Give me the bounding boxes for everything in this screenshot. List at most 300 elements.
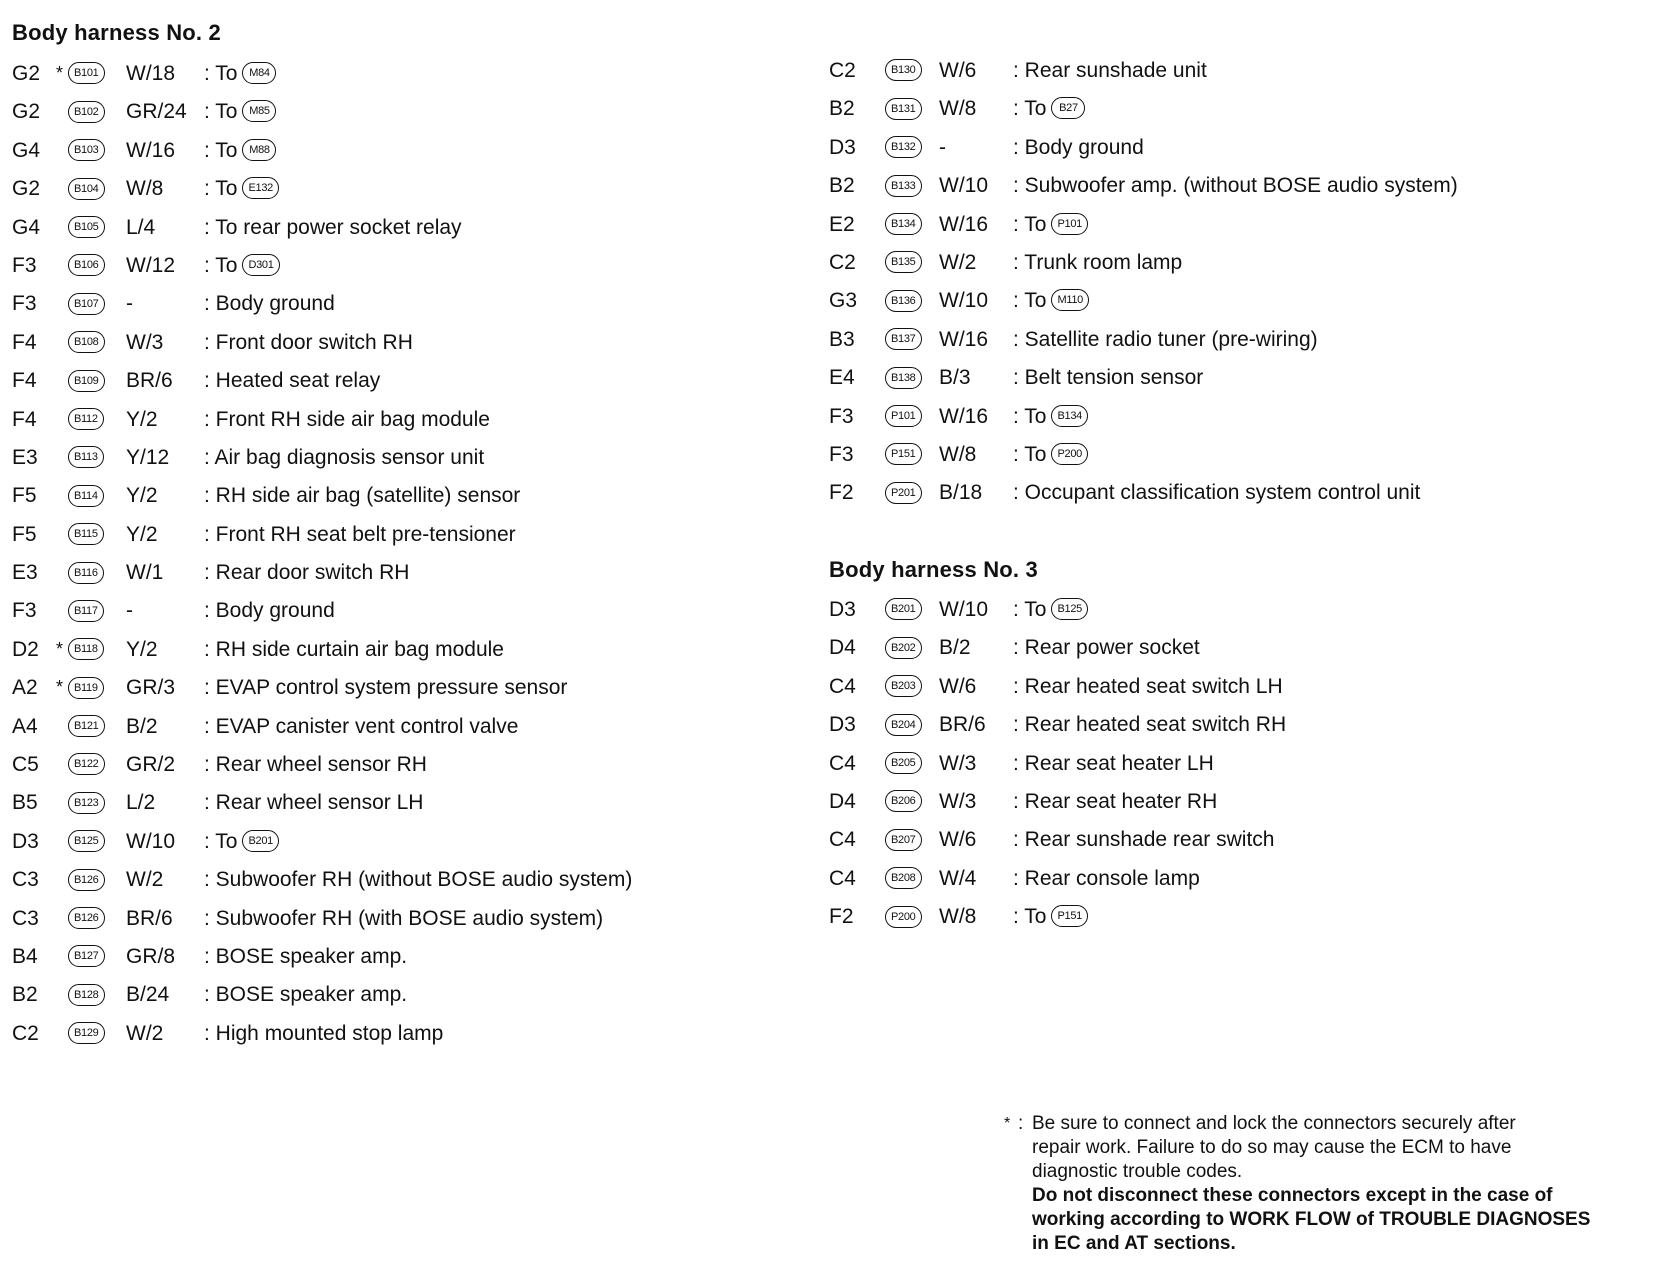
grid-reference: F3 <box>829 404 854 428</box>
connector-row <box>12 440 792 478</box>
connector-number <box>68 407 104 431</box>
connector-description: : Rear console lamp <box>1013 866 1200 890</box>
connector-number <box>885 827 922 851</box>
connector-description: : Air bag diagnosis sensor unit <box>204 445 485 469</box>
connector-id-badge: B102 <box>68 101 105 123</box>
connector-description: : Front RH seat belt pre-tensioner <box>204 522 516 546</box>
grid-reference: B3 <box>829 327 855 351</box>
wire-color-pins: W/2 <box>126 1021 164 1045</box>
grid-reference: F3 <box>12 253 37 277</box>
wire-color-pins: GR/3 <box>126 676 176 700</box>
connector-id-badge: B125 <box>68 830 105 852</box>
connector-number <box>885 442 922 466</box>
connector-description: : Rear heated seat switch LH <box>1013 674 1283 698</box>
connector-row <box>829 168 1649 206</box>
connector-row <box>12 824 792 862</box>
connector-number <box>68 714 105 738</box>
connector-row <box>12 363 792 401</box>
connects-to <box>204 177 279 201</box>
connector-description: : Subwoofer RH (with BOSE audio system) <box>204 906 604 930</box>
connector-number <box>885 904 922 928</box>
connects-to-label: : To <box>204 177 238 201</box>
wire-color-pins: W/8 <box>939 442 977 466</box>
connector-id-badge: P101 <box>885 405 922 427</box>
connector-row <box>12 785 792 823</box>
connector-id-badge: B203 <box>885 675 922 697</box>
connects-to-label: : To <box>1013 97 1047 121</box>
grid-reference: E3 <box>12 561 38 585</box>
connector-number <box>68 675 104 699</box>
wire-color-pins: Y/2 <box>126 484 158 508</box>
connector-number <box>68 176 105 200</box>
connects-to <box>204 62 276 86</box>
wire-color-pins: W/16 <box>939 212 989 236</box>
grid-reference: C4 <box>829 866 856 890</box>
wire-color-pins: BR/6 <box>126 369 173 393</box>
connects-to <box>1013 598 1088 622</box>
connector-id-badge: B123 <box>68 792 105 814</box>
connector-id-badge: B130 <box>885 59 922 81</box>
required-lock-star: * <box>56 638 64 659</box>
grid-reference: D2 <box>12 637 39 661</box>
connector-number <box>68 982 105 1006</box>
connector-id-badge: B202 <box>885 637 922 659</box>
connector-row <box>12 210 792 248</box>
destination-connector-badge: M85 <box>242 100 276 122</box>
grid-reference: B4 <box>12 944 38 968</box>
grid-reference: E2 <box>829 212 855 236</box>
connects-to <box>1013 97 1085 121</box>
grid-reference: F3 <box>829 442 854 466</box>
connector-row <box>829 53 1649 91</box>
connector-row <box>12 593 792 631</box>
destination-connector-badge: P200 <box>1051 443 1088 465</box>
connector-row <box>12 171 792 209</box>
connector-description: : To rear power socket relay <box>204 215 462 239</box>
connector-id-badge: B117 <box>68 600 104 622</box>
connector-description: : Rear seat heater RH <box>1013 789 1218 813</box>
connector-number <box>68 291 105 315</box>
connector-number <box>885 173 922 197</box>
connects-to <box>204 254 280 278</box>
connector-number <box>68 483 104 507</box>
connects-to-label: : To <box>204 253 238 277</box>
connector-number <box>68 215 105 239</box>
connector-row <box>12 94 792 132</box>
destination-connector-badge: M110 <box>1051 289 1089 311</box>
connector-row <box>829 207 1649 245</box>
connector-id-badge: B205 <box>885 752 922 774</box>
grid-reference: F2 <box>829 905 854 929</box>
connector-row <box>12 56 792 94</box>
section-title-body-harness-2: Body harness No. 2 <box>12 20 221 45</box>
destination-connector-badge: B201 <box>242 830 279 852</box>
footnote-line: Be sure to connect and lock the connectors securely after <box>1032 1113 1516 1134</box>
connector-row <box>829 437 1649 475</box>
connector-number <box>68 637 104 661</box>
connector-number <box>885 635 922 659</box>
connector-number <box>68 598 104 622</box>
connector-id-badge: B122 <box>68 753 105 775</box>
wire-color-pins: B/3 <box>939 366 971 390</box>
connector-id-badge: B137 <box>885 328 922 350</box>
wire-color-pins: W/4 <box>939 866 977 890</box>
wire-color-pins: L/2 <box>126 791 156 815</box>
connector-description: : Rear power socket <box>1013 636 1200 660</box>
grid-reference: B2 <box>829 97 855 121</box>
connector-number <box>68 944 105 968</box>
connector-number <box>885 327 922 351</box>
grid-reference: A4 <box>12 714 38 738</box>
required-lock-star: * <box>56 677 64 698</box>
connector-number <box>68 138 105 162</box>
grid-reference: C4 <box>829 751 856 775</box>
connector-id-badge: B106 <box>68 254 105 276</box>
connector-id-badge: B113 <box>68 446 104 468</box>
connector-number <box>68 867 105 891</box>
connector-row <box>12 325 792 363</box>
destination-connector-badge: D301 <box>242 254 279 276</box>
connector-description: : Rear seat heater LH <box>1013 751 1214 775</box>
connects-to-label: : To <box>1013 442 1047 466</box>
connector-id-badge: B132 <box>885 136 922 158</box>
connector-row <box>829 399 1649 437</box>
wire-color-pins: GR/24 <box>126 100 187 124</box>
footnote-colon: : <box>1018 1113 1024 1134</box>
connector-row <box>829 592 1649 630</box>
connects-to <box>1013 405 1088 429</box>
connector-number <box>68 61 105 85</box>
wire-color-pins: W/8 <box>126 177 164 201</box>
connector-row <box>12 478 792 516</box>
connects-to-label: : To <box>1013 289 1047 313</box>
connector-description: : Rear sunshade rear switch <box>1013 828 1275 852</box>
connector-number <box>885 288 922 312</box>
connector-id-badge: B136 <box>885 290 922 312</box>
connector-description: : Body ground <box>1013 135 1144 159</box>
wire-color-pins: W/18 <box>126 62 176 85</box>
connector-number <box>68 790 105 814</box>
wire-color-pins: - <box>126 599 133 623</box>
connector-number <box>885 712 922 736</box>
connector-description: : Rear wheel sensor RH <box>204 753 427 777</box>
connector-description: : BOSE speaker amp. <box>204 983 408 1007</box>
connects-to <box>204 830 279 854</box>
connector-number <box>885 866 922 890</box>
connector-row <box>829 784 1649 822</box>
grid-reference: E3 <box>12 445 38 469</box>
connector-number <box>68 330 105 354</box>
grid-reference: B5 <box>12 791 38 815</box>
grid-reference: D3 <box>829 713 856 737</box>
connector-id-badge: B133 <box>885 175 922 197</box>
connector-row <box>12 555 792 593</box>
wire-color-pins: W/6 <box>939 674 977 698</box>
connector-row <box>12 977 792 1015</box>
wire-color-pins: BR/6 <box>126 906 173 930</box>
wire-color-pins: W/3 <box>939 751 977 775</box>
connector-row <box>12 133 792 171</box>
connects-to <box>1013 443 1088 467</box>
connector-description: : RH side curtain air bag module <box>204 637 504 661</box>
grid-reference: G4 <box>12 138 41 162</box>
footnote-star-icon: * <box>1004 1115 1011 1132</box>
connector-row <box>12 747 792 785</box>
connector-row <box>829 630 1649 668</box>
connector-row <box>829 245 1649 283</box>
destination-connector-badge: P101 <box>1051 213 1088 235</box>
grid-reference: C2 <box>12 1021 39 1045</box>
connector-row <box>829 91 1649 129</box>
grid-reference: F4 <box>12 330 37 354</box>
connector-description: : Satellite radio tuner (pre-wiring) <box>1013 327 1318 351</box>
destination-connector-badge: M84 <box>242 62 276 84</box>
footnote-line: diagnostic trouble codes. <box>1032 1161 1243 1182</box>
connector-row <box>12 939 792 977</box>
wire-color-pins: Y/2 <box>126 637 158 661</box>
connects-to <box>1013 905 1088 929</box>
grid-reference: G2 <box>12 62 41 85</box>
connector-number <box>68 253 105 277</box>
connector-number <box>885 751 922 775</box>
destination-connector-badge: P151 <box>1051 905 1088 927</box>
connects-to <box>204 100 276 124</box>
grid-reference: F4 <box>12 407 37 431</box>
connector-row <box>829 669 1649 707</box>
connector-id-badge: B126 <box>68 907 105 929</box>
connector-row <box>12 517 792 555</box>
connector-description: : EVAP canister vent control valve <box>204 714 519 738</box>
connects-to-label: : To <box>204 100 238 124</box>
grid-reference: G2 <box>12 100 41 124</box>
connector-row <box>12 670 792 708</box>
grid-reference: F5 <box>12 484 37 508</box>
wire-color-pins: W/2 <box>939 250 977 274</box>
connector-id-badge: B138 <box>885 367 922 389</box>
wire-color-pins: W/16 <box>939 327 989 351</box>
connector-number <box>68 829 105 853</box>
connects-to <box>1013 213 1088 237</box>
connector-number <box>885 789 922 813</box>
connector-description: : RH side air bag (satellite) sensor <box>204 484 521 508</box>
connector-row <box>829 283 1649 321</box>
connector-id-badge: B128 <box>68 984 105 1006</box>
connector-number <box>68 445 104 469</box>
wire-color-pins: W/6 <box>939 59 977 82</box>
wire-color-pins: W/8 <box>939 905 977 929</box>
grid-reference: G4 <box>12 215 41 239</box>
destination-connector-badge: B27 <box>1051 97 1085 119</box>
connector-id-badge: B131 <box>885 98 922 120</box>
wire-color-pins: W/16 <box>939 404 989 428</box>
footnote-bold-line: in EC and AT sections. <box>1032 1233 1236 1254</box>
connector-number <box>68 522 104 546</box>
connector-description: : Front door switch RH <box>204 330 413 354</box>
connector-number <box>885 404 922 428</box>
grid-reference: F3 <box>12 599 37 623</box>
connector-id-badge: B114 <box>68 485 104 507</box>
connects-to-label: : To <box>1013 404 1047 428</box>
footnote-body <box>1032 1112 1652 1256</box>
footnote-line: repair work. Failure to do so may cause the ECM to have <box>1032 1137 1512 1158</box>
wire-color-pins: W/3 <box>939 789 977 813</box>
required-lock-star: * <box>56 63 64 83</box>
connector-id-badge: B201 <box>885 598 922 620</box>
connector-row <box>12 862 792 900</box>
connector-description: : Trunk room lamp <box>1013 250 1183 274</box>
connects-to-label: : To <box>1013 212 1047 236</box>
connector-description: : EVAP control system pressure sensor <box>204 676 568 700</box>
connector-number <box>68 906 105 930</box>
wire-color-pins: W/12 <box>126 253 176 277</box>
connector-number <box>885 212 922 236</box>
wire-color-pins: W/10 <box>126 829 176 853</box>
connector-row <box>829 322 1649 360</box>
grid-reference: A2 <box>12 676 38 700</box>
wire-color-pins: GR/2 <box>126 753 176 777</box>
connector-row <box>829 130 1649 168</box>
connector-description: : Body ground <box>204 599 335 623</box>
wire-color-pins: BR/6 <box>939 713 986 737</box>
connector-description: : Subwoofer RH (without BOSE audio system) <box>204 868 633 892</box>
grid-reference: D3 <box>829 135 856 159</box>
grid-reference: C3 <box>12 906 39 930</box>
wire-color-pins: - <box>126 292 133 316</box>
connector-number <box>68 1021 105 1045</box>
connector-row <box>829 746 1649 784</box>
section-title-body-harness-3: Body harness No. 3 <box>829 557 1038 582</box>
connector-row <box>12 709 792 747</box>
wire-color-pins: W/16 <box>126 138 176 162</box>
connector-row <box>829 899 1649 937</box>
connector-description: : BOSE speaker amp. <box>204 944 408 968</box>
wire-color-pins: W/10 <box>939 598 989 621</box>
connector-description: : Occupant classification system control unit <box>1013 481 1421 505</box>
grid-reference: B2 <box>829 174 855 198</box>
connector-row <box>829 707 1649 745</box>
connector-description: : Subwoofer amp. (without BOSE audio system) <box>1013 174 1458 198</box>
connector-description: : Heated seat relay <box>204 369 381 393</box>
connector-id-badge: B103 <box>68 139 105 161</box>
wire-color-pins: W/1 <box>126 561 164 585</box>
grid-reference: G3 <box>829 289 858 313</box>
wire-color-pins: B/2 <box>939 636 971 660</box>
connector-row <box>12 402 792 440</box>
grid-reference: F5 <box>12 522 37 546</box>
connector-number <box>68 368 105 392</box>
grid-reference: D4 <box>829 636 856 660</box>
connects-to <box>204 139 276 163</box>
destination-connector-badge: B134 <box>1051 405 1088 427</box>
grid-reference: B2 <box>12 983 38 1007</box>
connector-id-badge: P200 <box>885 906 922 928</box>
connector-id-badge: B121 <box>68 715 105 737</box>
wire-color-pins: W/3 <box>126 330 164 354</box>
grid-reference: D3 <box>829 598 856 621</box>
connector-id-badge: B207 <box>885 829 922 851</box>
connector-number <box>885 480 922 504</box>
connector-list-left <box>12 56 792 1054</box>
connector-id-badge: B126 <box>68 869 105 891</box>
wire-color-pins: Y/2 <box>126 522 158 546</box>
connector-row <box>12 1016 792 1054</box>
grid-reference: D3 <box>12 829 39 853</box>
connects-to-label: : To <box>204 62 238 85</box>
wire-color-pins: B/2 <box>126 714 158 738</box>
wire-color-pins: Y/2 <box>126 407 158 431</box>
connector-id-badge: B119 <box>68 677 104 699</box>
footnote-bold-line: Do not disconnect these connectors except in the case of <box>1032 1185 1553 1206</box>
connector-description: : High mounted stop lamp <box>204 1021 444 1045</box>
connector-number <box>885 96 922 120</box>
destination-connector-badge: B125 <box>1051 598 1088 620</box>
footnote-bold-line: working according to WORK FLOW of TROUBLE DIAGNOSES <box>1032 1209 1591 1230</box>
connector-row <box>829 822 1649 860</box>
connector-number <box>68 99 105 123</box>
connector-id-badge: B118 <box>68 638 104 660</box>
connector-id-badge: B108 <box>68 331 105 353</box>
connector-id-badge: B129 <box>68 1022 105 1044</box>
wire-color-pins: B/24 <box>126 983 170 1007</box>
wire-color-pins: B/18 <box>939 481 983 505</box>
connector-number <box>885 135 922 159</box>
grid-reference: F3 <box>12 292 37 316</box>
connector-number <box>885 58 922 82</box>
connector-id-badge: B101 <box>68 62 105 84</box>
connector-row <box>12 248 792 286</box>
connector-description: : Front RH side air bag module <box>204 407 490 431</box>
grid-reference: E4 <box>829 366 855 390</box>
connector-description: : Belt tension sensor <box>1013 366 1204 390</box>
wire-color-pins: Y/12 <box>126 445 170 469</box>
connector-id-badge: B112 <box>68 408 104 430</box>
grid-reference: G2 <box>12 177 41 201</box>
wire-color-pins: GR/8 <box>126 944 176 968</box>
grid-reference: C2 <box>829 250 856 274</box>
connector-description: : Rear wheel sensor LH <box>204 791 424 815</box>
connector-id-badge: B204 <box>885 714 922 736</box>
connector-id-badge: B134 <box>885 213 922 235</box>
destination-connector-badge: M88 <box>242 139 276 161</box>
connector-number <box>68 752 105 776</box>
connector-id-badge: B206 <box>885 790 922 812</box>
connector-description: : Rear door switch RH <box>204 561 410 585</box>
connector-list-right-bottom <box>829 592 1649 938</box>
grid-reference: F2 <box>829 481 854 505</box>
connector-number <box>885 597 922 621</box>
wire-color-pins: - <box>939 135 946 159</box>
connector-number <box>68 560 104 584</box>
grid-reference: C3 <box>12 868 39 892</box>
connector-id-badge: B107 <box>68 293 105 315</box>
grid-reference: F4 <box>12 369 37 393</box>
connector-number <box>885 674 922 698</box>
connector-id-badge: B105 <box>68 216 105 238</box>
connector-id-badge: B135 <box>885 251 922 273</box>
connector-description: : Rear sunshade unit <box>1013 59 1207 82</box>
connector-number <box>885 250 922 274</box>
connector-row <box>12 286 792 324</box>
grid-reference: D4 <box>829 789 856 813</box>
wire-color-pins: W/2 <box>126 868 164 892</box>
connector-id-badge: P201 <box>885 482 922 504</box>
connects-to-label: : To <box>1013 598 1047 621</box>
connector-id-badge: B115 <box>68 523 104 545</box>
connector-id-badge: P151 <box>885 443 922 465</box>
connector-id-badge: B116 <box>68 562 104 584</box>
wire-color-pins: W/10 <box>939 174 989 198</box>
wire-color-pins: W/8 <box>939 97 977 121</box>
